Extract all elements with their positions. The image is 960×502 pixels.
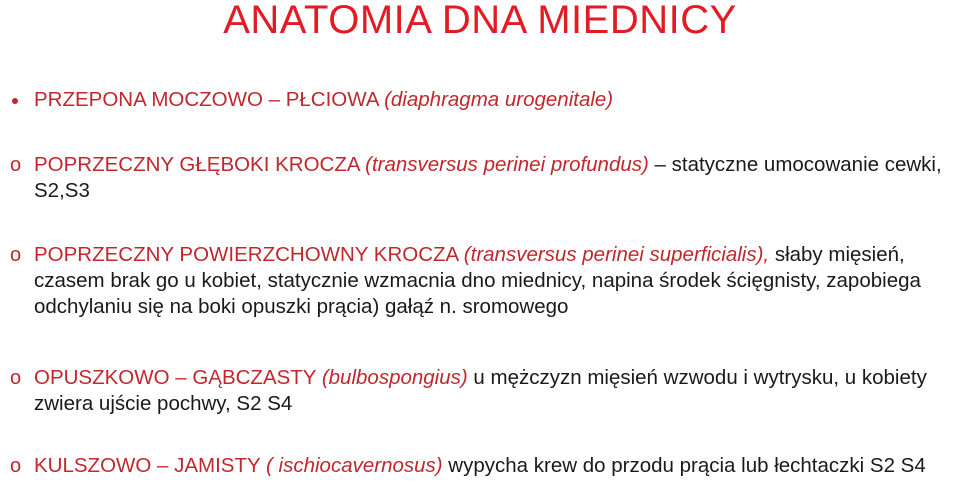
bullet-o-icon: o [10,367,22,389]
item-name: OPUSZKOWO – GĄBCZASTY [34,366,317,389]
list-item [10,242,955,320]
item-latin: (transversus perinei profundus) [365,153,649,176]
item-latin: (transversus perinei superficialis), [463,243,770,266]
bullet-o-icon: o [10,455,22,477]
item-description: wypycha krew do przodu prącia lub łechtaczki S2 S4 [442,454,926,477]
item-latin: (diaphragma urogenitale) [384,88,614,111]
item-description: u mężczyzn mięsień wzwodu i wytrysku, u kobiety zwiera ujście pochwy, S2 S4 [34,366,927,415]
bullet-o-icon: o [10,244,22,266]
list-item [10,453,955,479]
item-name: PRZEPONA MOCZOWO – PŁCIOWA [34,88,379,111]
list-item [10,365,955,417]
list-item [10,152,955,204]
item-name: KULSZOWO – JAMISTY [34,454,261,477]
item-latin: (bulbospongius) [321,366,468,389]
item-name: POPRZECZNY POWIERZCHOWNY KROCZA [34,243,459,266]
page-title: ANATOMIA DNA MIEDNICY [223,0,737,42]
item-latin: ( ischiocavernosus) [266,454,443,477]
bullet-o-icon: o [10,154,22,176]
list-item [10,87,955,113]
item-description: – statyczne umocowanie cewki, S2,S3 [34,153,942,202]
item-description: słaby mięsień, czasem brak go u kobiet, statycznie wzmacnia dno miednicy, napina środek ścięgnisty, zapobiega odchylaniu się na boki opuszki prącia) gałąź n. sromowego [34,243,921,318]
item-name: POPRZECZNY GŁĘBOKI KROCZA [34,153,360,176]
